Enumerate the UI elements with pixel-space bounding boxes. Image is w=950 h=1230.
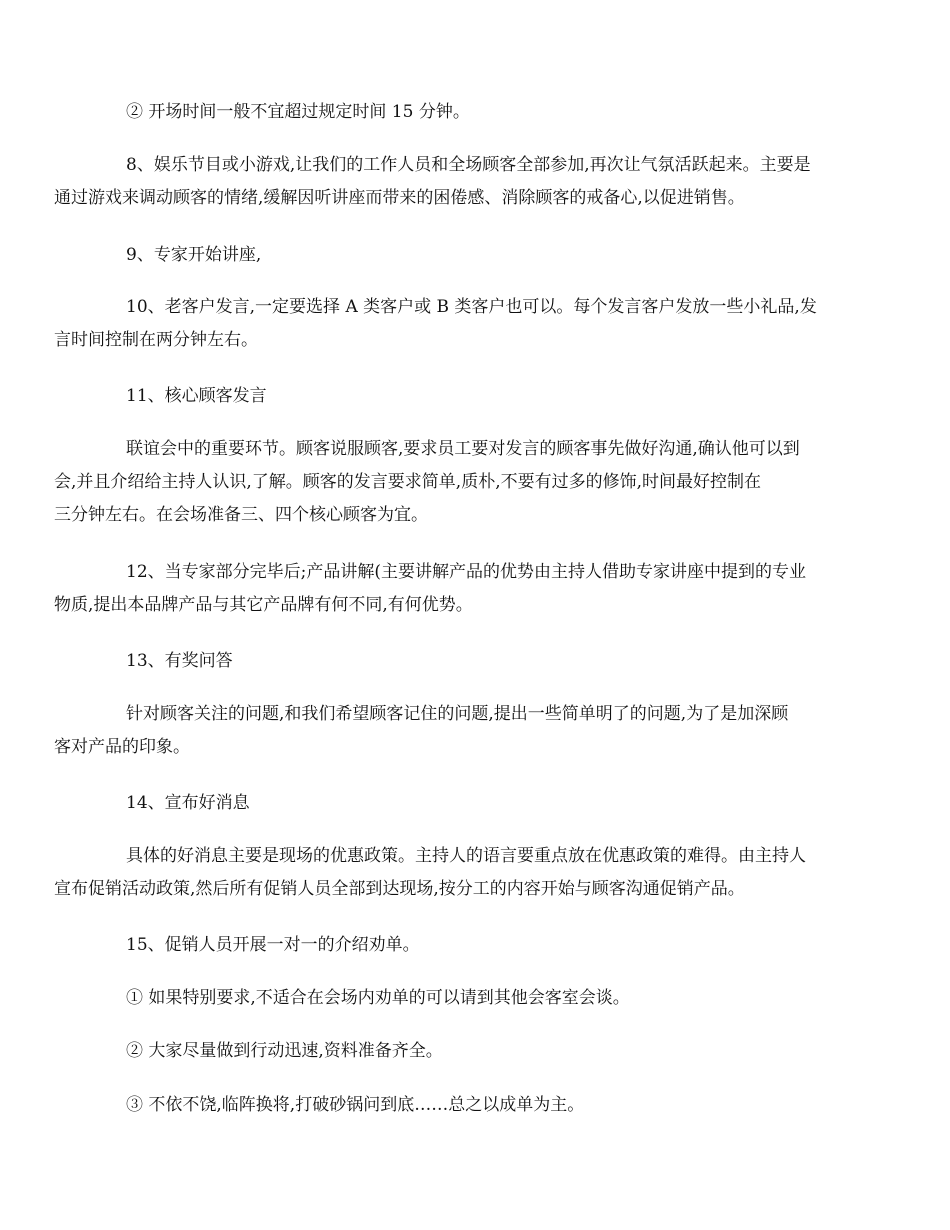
text-line: 物质,提出本品牌产品与其它产品牌有何不同,有何优势。 (54, 595, 473, 615)
text-line: 15、促销人员开展一对一的介绍劝单。 (126, 935, 420, 955)
text-line: 8、娱乐节目或小游戏,让我们的工作人员和全场顾客全部参加,再次让气氛活跃起来。主要是 (126, 155, 811, 175)
text-line: 会,并且介绍给主持人认识,了解。顾客的发言要求简单,质朴,不要有过多的修饰,时间最好控制在 (54, 472, 762, 492)
text-line: 宣布促销活动政策,然后所有促销人员全部到达现场,按分工的内容开始与顾客沟通促销产品。 (54, 879, 745, 899)
paragraph-item-12 (54, 556, 864, 622)
paragraph-item-8 (54, 149, 864, 215)
text-line: 客对产品的印象。 (54, 737, 190, 757)
text-line: 11、核心顾客发言 (126, 386, 267, 406)
paragraph-sub-2 (90, 1035, 864, 1068)
text-line: 针对顾客关注的问题,和我们希望顾客记住的问题,提出一些简单明了的问题,为了是加深顾 (126, 704, 789, 724)
text-line: 言时间控制在两分钟左右。 (54, 330, 258, 350)
paragraph-sub-1 (90, 982, 864, 1015)
text-line: 通过游戏来调动顾客的情绪,缓解因听讲座而带来的困倦感、消除顾客的戒备心,以促进销售。 (54, 188, 745, 208)
text-line: 具体的好消息主要是现场的优惠政策。主持人的语言要重点放在优惠政策的难得。由主持人 (126, 846, 806, 866)
paragraph-item-13 (90, 645, 864, 678)
paragraph-opening-time (90, 96, 864, 129)
paragraph-item-9 (90, 239, 864, 272)
text-line: ① 如果特别要求,不适合在会场内劝单的可以请到其他会客室会谈。 (126, 988, 630, 1008)
paragraph-good-news (54, 840, 864, 906)
text-line: 13、有奖问答 (126, 651, 233, 671)
paragraph-item-11 (90, 380, 864, 413)
text-line: ② 大家尽量做到行动迅速,资料准备齐全。 (126, 1041, 443, 1061)
paragraph-item-15 (90, 929, 864, 962)
text-line: 三分钟左右。在会场准备三、四个核心顾客为宜。 (54, 505, 428, 525)
text-line: 10、老客户发言,一定要选择 A 类客户或 B 类客户也可以。每个发言客户发放一些小礼品,发 (126, 297, 817, 317)
text-line: 9、专家开始讲座, (126, 245, 262, 265)
text-line: 12、当专家部分完毕后;产品讲解(主要讲解产品的优势由主持人借助专家讲座中提到的专业 (126, 562, 806, 582)
paragraph-sub-3 (90, 1089, 864, 1122)
paragraph-item-14 (90, 787, 864, 820)
text-line: 14、宣布好消息 (126, 793, 250, 813)
paragraph-core-customer (54, 433, 864, 532)
text-line: ③ 不依不饶,临阵换将,打破砂锅问到底……总之以成单为主。 (126, 1095, 585, 1115)
paragraph-item-10 (54, 291, 864, 357)
paragraph-qa (54, 698, 864, 764)
text-line: ② 开场时间一般不宜超过规定时间 15 分钟。 (126, 102, 470, 122)
text-line: 联谊会中的重要环节。顾客说服顾客,要求员工要对发言的顾客事先做好沟通,确认他可以到 (126, 439, 800, 459)
